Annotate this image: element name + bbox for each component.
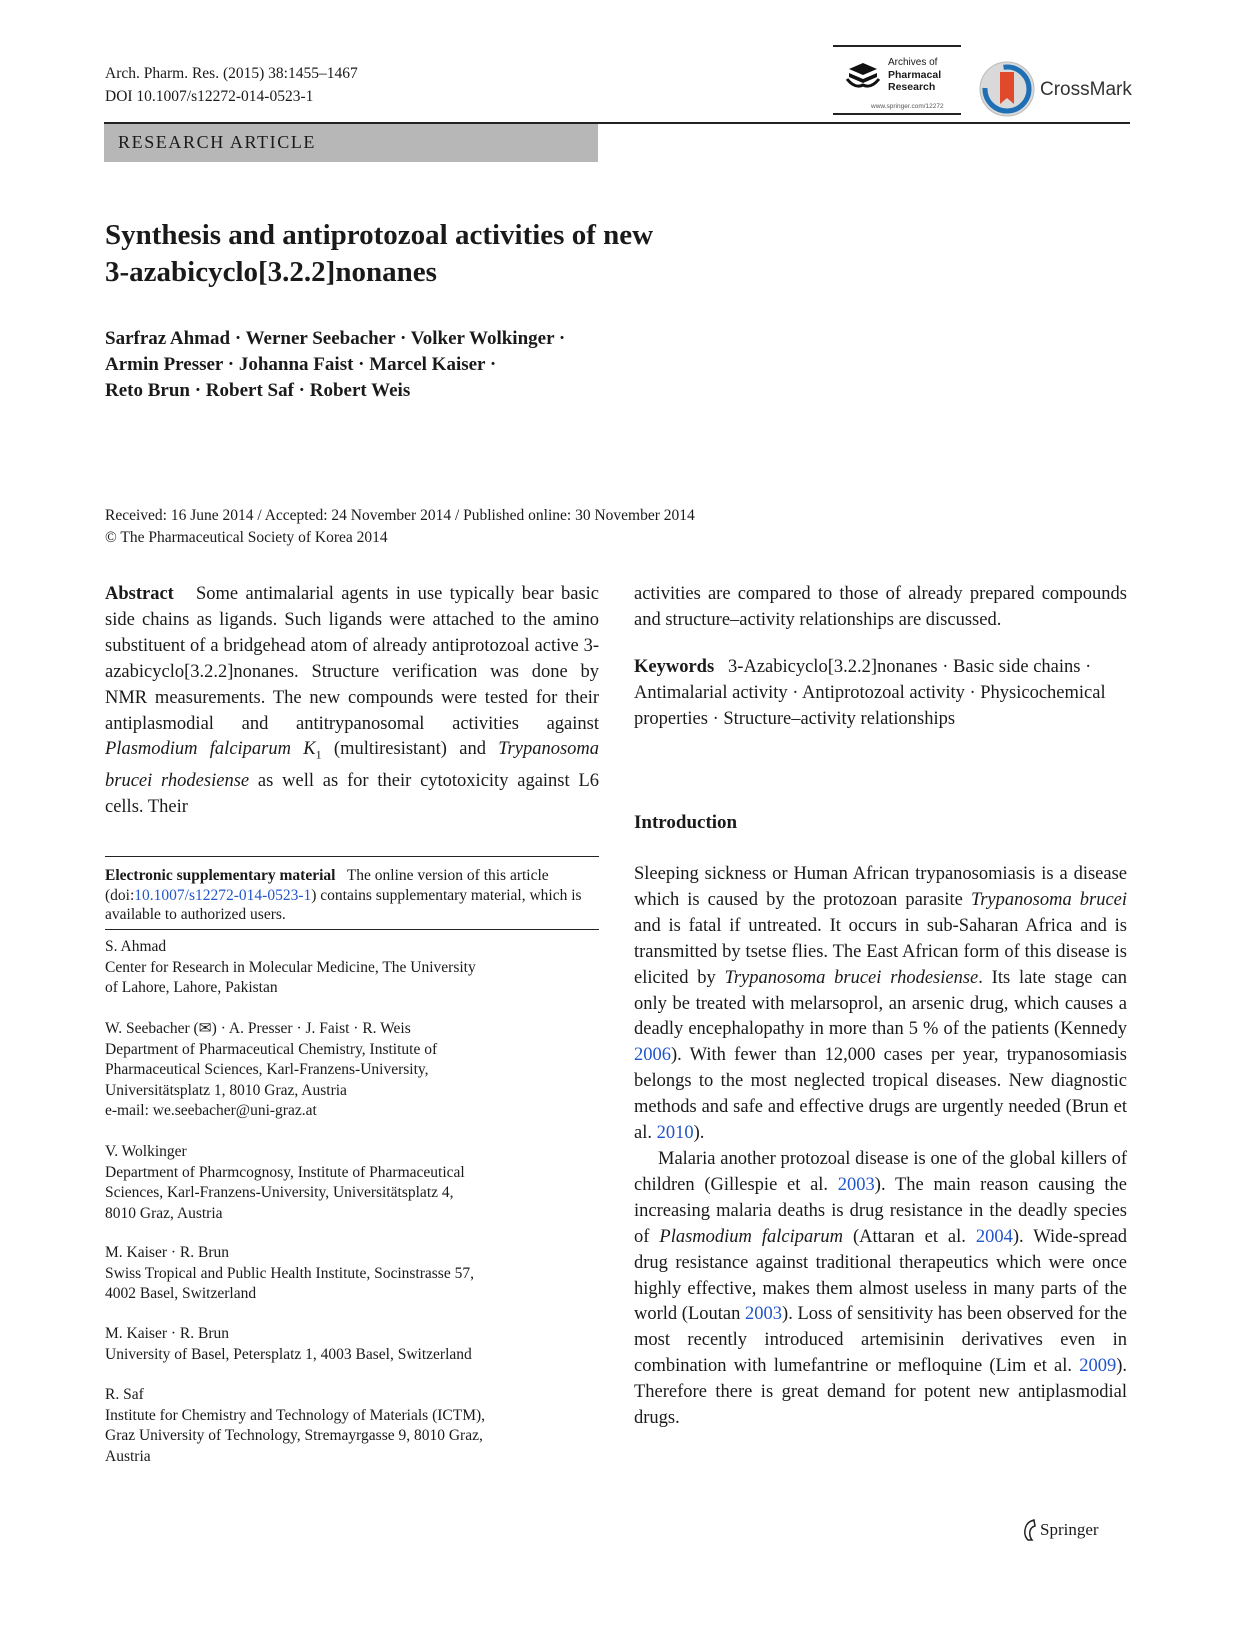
keywords-paragraph [634, 655, 1127, 733]
affiliation [105, 937, 599, 999]
book-hands-icon [843, 59, 883, 91]
article-type-label: RESEARCH ARTICLE [118, 132, 317, 152]
affiliation-line: Department of Pharmcognosy, Institute of Pharmaceutical [105, 1163, 465, 1181]
title-line-2: 3-azabicyclo[3.2.2]nonanes [105, 256, 437, 288]
text: ). With fewer than 12,000 cases per year, trypanosomiasis belongs to the most neglected tropical diseases. New diagnostic methods and safe and effective drugs are urgently needed (Brun et al. [634, 1045, 1127, 1144]
affiliation-line: Graz University of Technology, Stremayrgasse 9, 8010 Graz, [105, 1427, 483, 1444]
logo-line-3: Research [888, 81, 936, 93]
logo-line-2: Pharmacal [888, 69, 942, 81]
keywords-text: 3-Azabicyclo[3.2.2]nonanes · Basic side chains · Antimalarial activity · Antiprotozoal activity · Physicochemical properties · Structure–activity relationships [634, 657, 1106, 729]
title-line-1: Synthesis and antiprotozoal activities of new [105, 219, 654, 251]
affiliation-line: 8010 Graz, Austria [105, 1204, 223, 1222]
abstract-label: Abstract [105, 584, 174, 604]
abstract-text: Some antimalarial agents in use typically bear basic side chains as ligands. Such ligands were attached to the amino substituent of a bridgehead atom of already antiprotozoal active 3-azabicyclo[3.2.2]nonanes. Structure verification was done by NMR measurements. The new compounds were tested for their antiplasmodial and antitrypanosomal activities against [105, 584, 600, 734]
journal-citation: Arch. Pharm. Res. (2015) 38:1455–1467 [105, 65, 358, 82]
abstract-paragraph [105, 582, 599, 821]
text: . Its late stage can only be treated with melarsoprol, an arsenic drug, which causes a deadly encephalopathy in more than 5 % of the patients (Kennedy [634, 967, 1128, 1040]
affiliation-line: University of Basel, Petersplatz 1, 4003 Basel, Switzerland [105, 1345, 472, 1363]
abstract-text: activities are compared to those of already prepared compounds and structure–activity relationships are discussed. [634, 584, 1127, 630]
species-name: Trypanosoma brucei rhodesiense [724, 967, 979, 988]
journal-reference [105, 62, 358, 108]
doi-link[interactable]: 10.1007/s12272-014-0523-1 [134, 886, 312, 904]
citation-link[interactable]: 2003 [745, 1304, 783, 1325]
journal-logo [833, 45, 961, 115]
author-line: Reto Brun · Robert Saf · Robert Weis [105, 380, 411, 401]
section-heading: Introduction [634, 812, 738, 833]
citation-link[interactable]: 2006 [634, 1045, 671, 1066]
abstract-text: as well as for their cytotoxicity against L6 cells. Their [105, 771, 599, 817]
intro-paragraph-2 [634, 1147, 1127, 1432]
text: ). The main reason causing the increasing malaria deaths is drug resistance in the deadly species of [634, 1174, 1127, 1247]
logo-line-1: Archives of [888, 57, 938, 68]
affiliation [105, 1019, 599, 1122]
intro-paragraph-1 [634, 862, 1127, 1147]
species-name: Plasmodium falciparum [659, 1226, 844, 1247]
springer-horse-icon [1020, 1518, 1040, 1542]
article-type-badge [104, 124, 598, 162]
affiliation-line: Universitätsplatz 1, 8010 Graz, Austria [105, 1081, 347, 1099]
text: ). Therefore there is great demand for potent new antiplasmodial drugs. [634, 1356, 1127, 1429]
affiliation-line: Swiss Tropical and Public Health Institute, Socinstrasse 57, [105, 1264, 474, 1282]
affiliation-line: Sciences, Karl-Franzens-University, Universitätsplatz 4, [105, 1184, 454, 1201]
text: ). [693, 1123, 705, 1144]
abstract-text: (multiresistant) and [333, 739, 486, 760]
crossmark-icon[interactable] [978, 60, 1036, 118]
copyright-line: © The Pharmaceutical Society of Korea 2014 [105, 529, 388, 546]
publication-dates [105, 505, 695, 549]
esm-text: The online version of this article (doi: [105, 867, 549, 904]
affiliation-line: of Lahore, Lahore, Pakistan [105, 979, 278, 996]
affiliation [105, 1243, 599, 1305]
divider [105, 929, 599, 930]
publisher-name: Springer [1040, 1520, 1099, 1539]
received-accepted-line: Received: 16 June 2014 / Accepted: 24 November 2014 / Published online: 30 November 2014 [105, 507, 695, 524]
text: ). Loss of sensitivity has been observed for the most recently introduced artemisinin derivatives even in combination with lumefantrine or mefloquine (Lim et al. [634, 1304, 1127, 1377]
affiliation-names: V. Wolkinger [105, 1143, 187, 1160]
crossmark-label[interactable]: CrossMark [1040, 79, 1132, 100]
esm-label: Electronic supplementary material [105, 867, 336, 884]
supplementary-note [105, 866, 599, 925]
divider [105, 856, 599, 857]
article-title [105, 217, 865, 291]
affiliation-names: S. Ahmad [105, 938, 167, 955]
species-subscript: 1 [315, 748, 322, 763]
affiliation-names: M. Kaiser · R. Brun [105, 1325, 229, 1342]
affiliation-names: W. Seebacher (✉) · A. Presser · J. Faist · R. Weis [105, 1020, 411, 1037]
affiliation-line: Center for Research in Molecular Medicine, The University [105, 958, 476, 976]
doi-line: DOI 10.1007/s12272-014-0523-1 [105, 88, 314, 105]
species-name: Trypanosoma brucei [970, 889, 1128, 910]
esm-text: ) contains supplementary material, which is available to authorized users. [105, 886, 582, 923]
affiliation [105, 1324, 599, 1365]
affiliation-names: M. Kaiser · R. Brun [105, 1244, 229, 1261]
citation-link[interactable]: 2009 [1079, 1356, 1117, 1377]
author-line: Sarfraz Ahmad · Werner Seebacher · Volker Wolkinger · [105, 328, 566, 349]
logo-url: www.springer.com/12272 [871, 103, 944, 110]
affiliation [105, 1385, 599, 1467]
affiliation-line: Austria [105, 1447, 151, 1465]
keywords [634, 655, 1127, 733]
author-line: Armin Presser · Johanna Faist · Marcel Kaiser · [105, 354, 497, 375]
keywords-label: Keywords [634, 657, 715, 677]
affiliation-line: Department of Pharmaceutical Chemistry, Institute of [105, 1040, 438, 1058]
affiliation [105, 1142, 599, 1224]
citation-link[interactable]: 2003 [837, 1174, 875, 1195]
species-name: Plasmodium falciparum K [105, 739, 316, 760]
text: ). Wide-spread drug resistance against traditional therapeutics which were once highly effective, makes them almost useless in many parts of the world (Loutan [634, 1226, 1128, 1325]
abstract-continuation [634, 582, 1127, 634]
abstract [105, 582, 599, 821]
affiliation-line: 4002 Basel, Switzerland [105, 1285, 257, 1302]
author-list [105, 326, 725, 404]
text: (Attaran et al. [853, 1226, 966, 1247]
email-line[interactable]: e-mail: we.seebacher@uni-graz.at [105, 1102, 317, 1119]
introduction-body [634, 862, 1127, 1432]
affiliation-line: Pharmaceutical Sciences, Karl-Franzens-University, [105, 1061, 429, 1078]
text: and is fatal if untreated. It occurs in sub-Saharan Africa and is transmitted by tsetse flies. The East African form of this disease is elicited by [634, 915, 1127, 988]
citation-link[interactable]: 2004 [975, 1226, 1013, 1247]
text: Malaria another protozoal disease is one of the global killers of children (Gillespie et al. [634, 1148, 1127, 1195]
citation-link[interactable]: 2010 [656, 1123, 694, 1144]
text: Sleeping sickness or Human African trypanosomiasis is a disease which is caused by the protozoan parasite [634, 864, 1127, 910]
species-name: Trypanosoma brucei rhodesiense [105, 739, 600, 792]
affiliation-names: R. Saf [105, 1386, 144, 1403]
affiliation-line: Institute for Chemistry and Technology of Materials (ICTM), [105, 1406, 486, 1424]
journal-logo-text [888, 57, 941, 93]
